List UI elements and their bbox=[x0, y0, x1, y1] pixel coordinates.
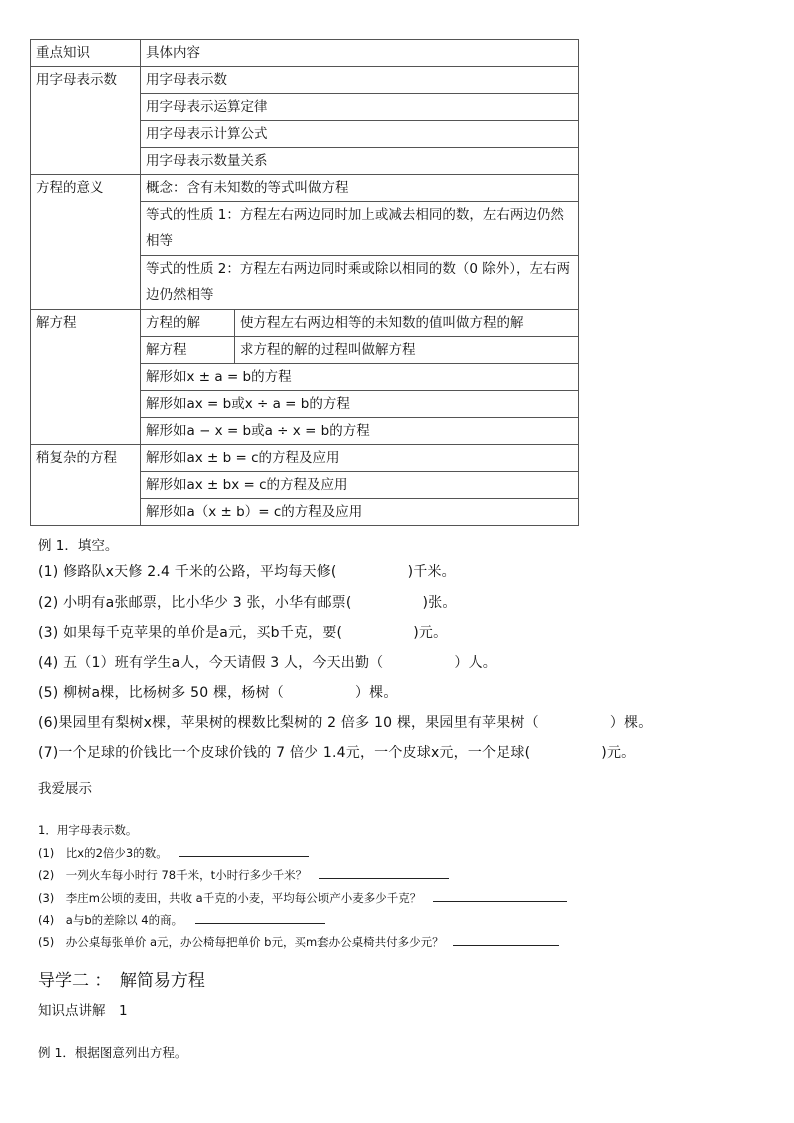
table-cell: 用字母表示数量关系 bbox=[141, 148, 579, 175]
answer-blank[interactable] bbox=[319, 866, 449, 879]
show-question-4: (4) a与b的差除以 4的商。 bbox=[38, 913, 184, 927]
show-question-row bbox=[38, 911, 325, 928]
table-cell: 等式的性质 1：方程左右两边同时加上或减去相同的数，左右两边仍然相等 bbox=[141, 202, 579, 256]
table-cell: 使方程左右两边相等的未知数的值叫做方程的解 bbox=[235, 310, 579, 337]
show-question-1: (1) 比x的2倍少3的数。 bbox=[38, 846, 168, 860]
table-cell: 解形如ax ± bx = c的方程及应用 bbox=[141, 472, 579, 499]
table-header-content: 具体内容 bbox=[141, 40, 579, 67]
show-title: 我爱展示 bbox=[38, 781, 92, 797]
show-question-5: (5) 办公桌每张单价 a元，办公椅每把单价 b元，买m套办公桌椅共付多少元？ bbox=[38, 935, 444, 949]
category-letters: 用字母表示数 bbox=[31, 67, 141, 175]
table-cell: 解形如a − x = b或a ÷ x = b的方程 bbox=[141, 418, 579, 445]
table-header-topic: 重点知识 bbox=[31, 40, 141, 67]
table-cell: 方程的解 bbox=[141, 310, 235, 337]
section2-subtitle: 知识点讲解 1 bbox=[38, 1003, 128, 1019]
answer-blank[interactable] bbox=[195, 911, 325, 924]
fill-question-2: (2) 小明有a张邮票，比小华少 3 张，小华有邮票( )张。 bbox=[38, 595, 457, 611]
category-equation-meaning: 方程的意义 bbox=[31, 175, 141, 310]
section2-title: 导学二 ： 解简易方程 bbox=[38, 971, 205, 991]
table-cell: 用字母表示计算公式 bbox=[141, 121, 579, 148]
show-question-row bbox=[38, 889, 567, 906]
knowledge-table bbox=[30, 39, 579, 526]
show-question-3: (3) 李庄m公顷的麦田，共收 a千克的小麦，平均每公顷产小麦多少千克？ bbox=[38, 891, 422, 905]
table-cell: 解形如x ± a = b的方程 bbox=[141, 364, 579, 391]
answer-blank[interactable] bbox=[433, 889, 567, 902]
table-cell: 求方程的解的过程叫做解方程 bbox=[235, 337, 579, 364]
table-cell: 用字母表示运算定律 bbox=[141, 94, 579, 121]
table-cell: 解形如ax ± b = c的方程及应用 bbox=[141, 445, 579, 472]
show-question-row bbox=[38, 933, 559, 950]
example1-title: 例 1．填空。 bbox=[38, 538, 119, 554]
table-cell: 等式的性质 2：方程左右两边同时乘或除以相同的数（0 除外），左右两边仍然相等 bbox=[141, 256, 579, 310]
show-question-2: (2) 一列火车每小时行 78千米，t小时行多少千米？ bbox=[38, 868, 308, 882]
category-complex-equation: 稍复杂的方程 bbox=[31, 445, 141, 526]
answer-blank[interactable] bbox=[453, 933, 559, 946]
fill-question-4: (4) 五（1）班有学生a人，今天请假 3 人，今天出勤（ ）人。 bbox=[38, 655, 497, 671]
category-solve-equation: 解方程 bbox=[31, 310, 141, 445]
table-cell: 用字母表示数 bbox=[141, 67, 579, 94]
show-question-row bbox=[38, 866, 449, 883]
fill-question-3: (3) 如果每千克苹果的单价是a元，买b千克，要( )元。 bbox=[38, 625, 448, 641]
fill-question-5: (5) 柳树a棵，比杨树多 50 棵，杨树（ ）棵。 bbox=[38, 685, 398, 701]
table-cell: 解方程 bbox=[141, 337, 235, 364]
fill-question-1: (1) 修路队x天修 2.4 千米的公路，平均每天修( )千米。 bbox=[38, 564, 456, 580]
table-cell: 解形如ax = b或x ÷ a = b的方程 bbox=[141, 391, 579, 418]
show-question-row bbox=[38, 844, 309, 861]
table-cell: 解形如a（x ± b）= c的方程及应用 bbox=[141, 499, 579, 526]
fill-question-7: (7)一个足球的价钱比一个皮球价钱的 7 倍少 1.4元，一个皮球x元，一个足球( )元。 bbox=[38, 745, 636, 761]
answer-blank[interactable] bbox=[179, 844, 309, 857]
table-cell: 概念：含有未知数的等式叫做方程 bbox=[141, 175, 579, 202]
section2-example: 例 1．根据图意列出方程。 bbox=[38, 1045, 188, 1060]
show-subtitle: 1．用字母表示数。 bbox=[38, 823, 138, 837]
fill-question-6: (6)果园里有梨树x棵，苹果树的棵数比梨树的 2 倍多 10 棵，果园里有苹果树（ ）棵。 bbox=[38, 715, 653, 731]
